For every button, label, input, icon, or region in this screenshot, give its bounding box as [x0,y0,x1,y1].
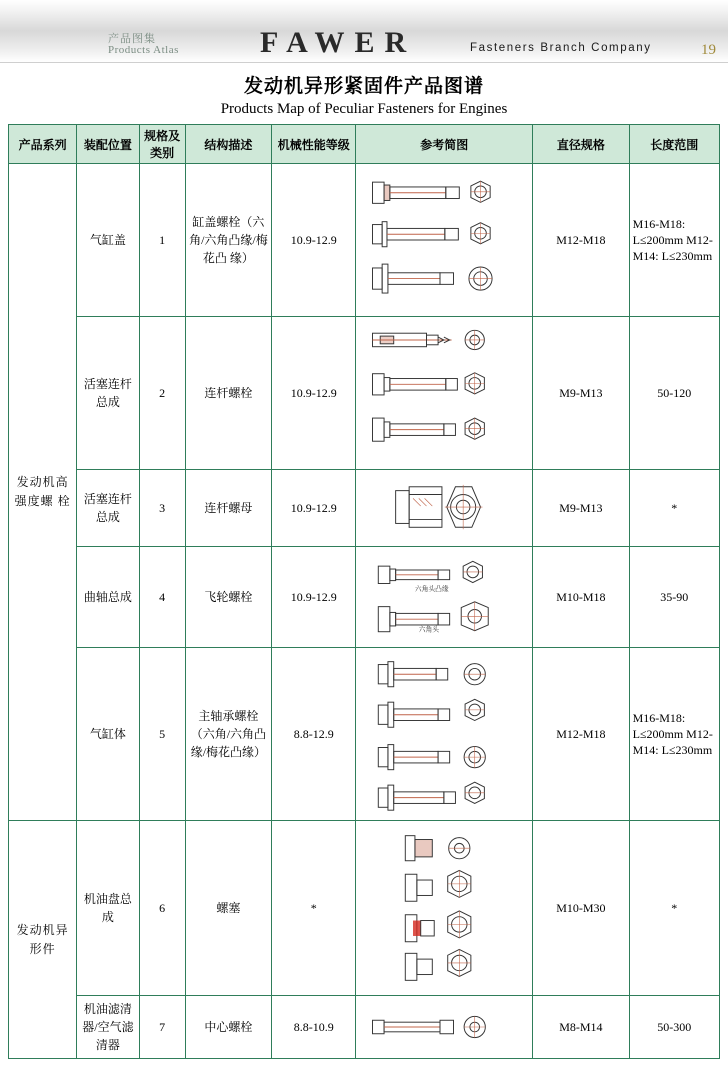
spec-no-cell: 6 [139,821,185,996]
length-cell [629,164,719,317]
col-header-series: 产品系列 [9,125,77,164]
hex-flange-bolts-group-icon [359,166,529,314]
table-row [9,821,720,996]
table-row [9,648,720,821]
col-header-grade: 机械性能等级 [272,125,356,164]
grade-cell: 8.8-12.9 [272,648,356,821]
company-name: Fasteners Branch Company [470,42,652,54]
col-header-diameter: 直径规格 [533,125,629,164]
table-header-row [9,125,720,164]
connecting-rod-bolts-group-icon [359,319,529,467]
table-row [9,547,720,648]
diameter-cell: M8-M14 [533,996,629,1059]
page-title-en: Products Map of Peculiar Fasteners for Engines [220,101,508,117]
center-bolt-icon [359,998,529,1056]
diagram-cell [356,164,533,317]
plug-group-icon [359,823,529,993]
spec-no-cell: 1 [139,164,185,317]
grade-cell: 10.9-12.9 [272,470,356,547]
length-value: M16-M18: L≤200mm M12-M14: L≤230mm [632,216,713,264]
table-row [9,470,720,547]
diameter-cell: M12-M18 [533,164,629,317]
diagram-cell [356,317,533,470]
fasteners-table [8,124,720,1059]
diagram-cell [356,470,533,547]
main-bearing-bolts-group-icon [359,650,529,818]
structure-cell: 飞轮螺栓 [185,547,271,648]
spec-no-cell: 4 [139,547,185,648]
structure-cell: 缸盖螺栓（六角/六角凸缘/梅花凸 缘） [185,164,271,317]
length-cell: * [629,470,719,547]
diameter-cell: M9-M13 [533,317,629,470]
col-header-structure: 结构描述 [185,125,271,164]
spec-no-cell: 7 [139,996,185,1059]
position-cell: 气缸盖 [77,164,139,317]
atlas-title-en: Products Atlas [108,44,179,56]
position-cell: 机油盘总 成 [77,821,139,996]
diagram-cell [356,547,533,648]
diagram-cell [356,996,533,1059]
atlas-title-zh: 产品图集 [108,33,156,45]
col-header-length: 长度范围 [629,125,719,164]
page-header [0,0,728,63]
length-value: M16-M18: L≤200mm M12-M14: L≤230mm [632,710,713,758]
diameter-cell: M12-M18 [533,648,629,821]
spec-no-cell: 2 [139,317,185,470]
diagram-label-hex-head: 六角头 [419,626,440,634]
diagram-cell [356,648,533,821]
position-cell: 气缸体 [77,648,139,821]
connecting-rod-nut-icon [359,472,529,544]
col-header-position: 装配位置 [77,125,139,164]
table-row [9,996,720,1059]
page-title-zh: 发动机异形紧固件产品图谱 [243,76,484,97]
table-row [9,164,720,317]
col-header-diagram: 参考简图 [356,125,533,164]
length-cell: 50-300 [629,996,719,1059]
length-cell: 50-120 [629,317,719,470]
length-cell [629,648,719,821]
diameter-cell: M10-M30 [533,821,629,996]
brand-logo: FAWER [260,26,417,59]
diagram-label-hex-flange: 六角头凸缘 [415,586,450,594]
structure-cell: 连杆螺栓 [185,317,271,470]
grade-cell: 8.8-10.9 [272,996,356,1059]
grade-cell: 10.9-12.9 [272,164,356,317]
position-cell: 活塞连杆总成 [77,317,139,470]
structure-cell: 中心螺栓 [185,996,271,1059]
table-row [9,317,720,470]
structure-cell: 主轴承螺栓（六角/六角凸缘/梅花凸缘） [185,648,271,821]
grade-cell: * [272,821,356,996]
position-cell: 曲轴总成 [77,547,139,648]
col-header-spec: 规格及类别 [139,125,185,164]
series-cell-group2: 发动机异形件 [9,821,77,1059]
diameter-cell: M9-M13 [533,470,629,547]
series-cell-group1: 发动机高强度螺 栓 [9,164,77,821]
page-number: 19 [701,42,716,58]
flywheel-bolts-group-icon [359,549,529,645]
position-cell: 机油滤清器/空气滤清器 [77,996,139,1059]
diameter-cell: M10-M18 [533,547,629,648]
position-cell: 活塞连杆总成 [77,470,139,547]
structure-cell: 螺塞 [185,821,271,996]
spec-no-cell: 3 [139,470,185,547]
spec-no-cell: 5 [139,648,185,821]
length-cell: * [629,821,719,996]
structure-cell: 连杆螺母 [185,470,271,547]
length-cell: 35-90 [629,547,719,648]
grade-cell: 10.9-12.9 [272,317,356,470]
grade-cell: 10.9-12.9 [272,547,356,648]
diagram-cell [356,821,533,996]
